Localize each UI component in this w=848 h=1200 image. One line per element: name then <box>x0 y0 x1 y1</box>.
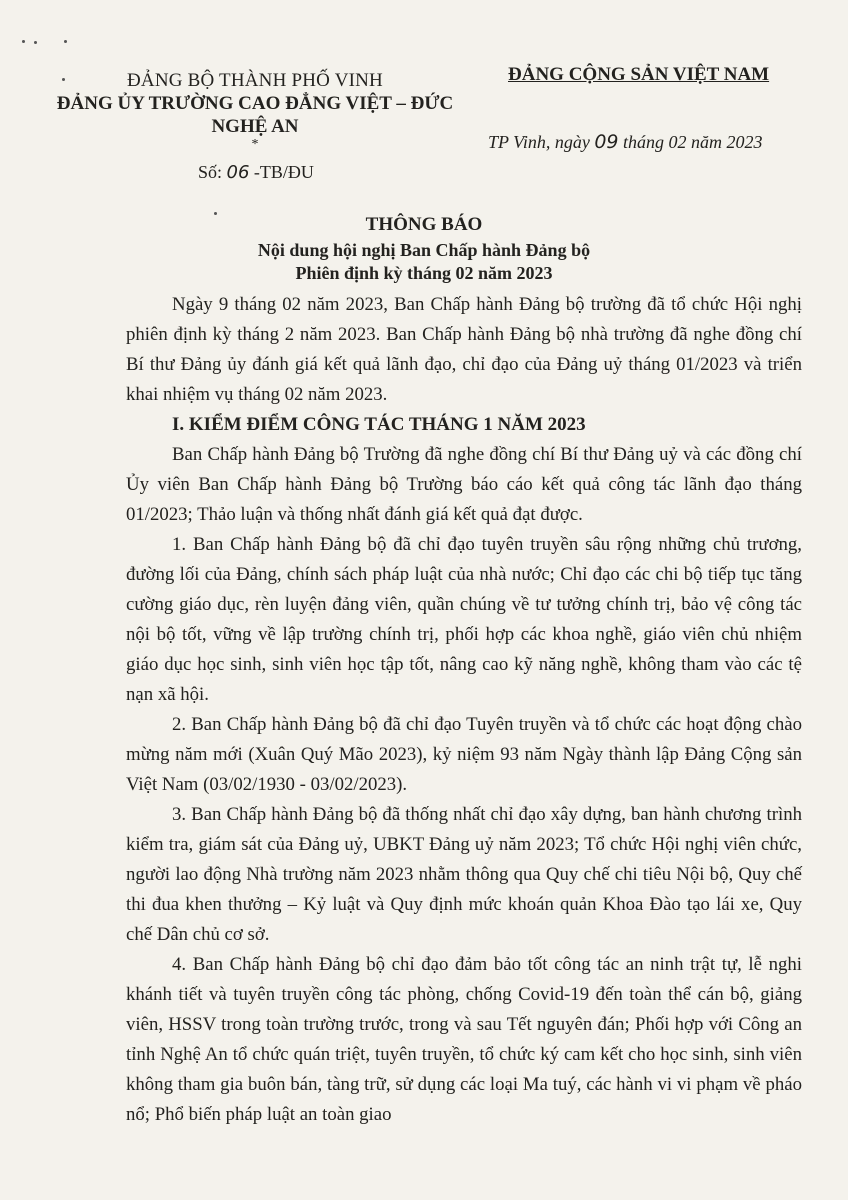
document-date <box>488 131 763 153</box>
intro-paragraph: Ngày 9 tháng 02 năm 2023, Ban Chấp hành Đảng bộ trường đã tổ chức Hội nghị phiên định kỳ tháng 2 năm 2023. Ban Chấp hành Đảng bộ nhà trường đã nghe đồng chí Bí thư Đảng ủy đánh giá kết quả lãnh đạo, chỉ đạo của Đảng uỷ tháng 01/2023 và triển khai nhiệm vụ tháng 02 năm 2023. <box>126 294 802 405</box>
scan-speck <box>62 78 65 81</box>
date-prefix: TP Vinh, ngày <box>488 132 590 152</box>
number-suffix: -TB/ĐU <box>253 162 314 182</box>
document-subtitle-2: Phiên định kỳ tháng 02 năm 2023 <box>295 263 553 283</box>
section-intro-paragraph: Ban Chấp hành Đảng bộ Trường đã nghe đồng chí Bí thư Đảng uỷ và các đồng chí Ủy viên Ban Chấp hành Đảng bộ Trường báo cáo kết quả công tác lãnh đạo tháng 01/2023; Thảo luận và thống nhất đánh giá kết quả đạt được. <box>126 444 802 525</box>
party-title: ĐẢNG CỘNG SẢN VIỆT NAM <box>508 64 770 85</box>
issuer-name: ĐẢNG ỦY TRƯỜNG CAO ĐẲNG VIỆT – ĐỨC <box>56 93 454 114</box>
document-body <box>126 290 802 1130</box>
issuer-block <box>40 70 470 150</box>
document-subtitle-1: Nội dung hội nghị Ban Chấp hành Đảng bộ <box>257 240 591 260</box>
issuer-parent: ĐẢNG BỘ THÀNH PHỐ VINH <box>127 70 383 91</box>
number-handwritten: 06 <box>226 162 250 183</box>
section-heading: I. KIỂM ĐIỂM CÔNG TÁC THÁNG 1 NĂM 2023 <box>172 414 586 435</box>
number-prefix: Số: <box>198 162 223 182</box>
item-paragraph-2: 2. Ban Chấp hành Đảng bộ đã chỉ đạo Tuyên truyền và tổ chức các hoạt động chào mừng năm mới (Xuân Quý Mão 2023), kỷ niệm 93 năm Ngày thành lập Đảng Cộng sản Việt Nam (03/02/1930 - 03/02/2023). <box>126 714 802 795</box>
issuer-star: * <box>251 137 259 152</box>
scan-speck <box>214 212 217 215</box>
item-paragraph-1: 1. Ban Chấp hành Đảng bộ đã chỉ đạo tuyên truyền sâu rộng những chủ trương, đường lối của Đảng, chính sách pháp luật của nhà nước; Chỉ đạo các chi bộ tiếp tục tăng cường giáo dục, rèn luyện đảng viên, quần chúng về tư tưởng chính trị, bảo vệ công tác nội bộ tốt, vững về lập trường chính trị, phối hợp các khoa nghề, giáo viên chủ nhiệm giáo dục học sinh, sinh viên học tập tốt, nâng cao kỹ năng nghề, không tham vào các tệ nạn xã hội. <box>126 534 802 705</box>
scan-speck <box>22 40 25 43</box>
item-paragraph-3: 3. Ban Chấp hành Đảng bộ đã thống nhất chỉ đạo xây dựng, ban hành chương trình kiểm tra, giám sát của Đảng uỷ, UBKT Đảng uỷ năm 2023; Tổ chức Hội nghị viên chức, người lao động Nhà trường năm 2023 nhằm thông qua Quy chế chi tiêu Nội bộ, Quy chế thi đua khen thưởng – Kỷ luật và Quy định mức khoán quản Khoa Đào tạo lái xe, Quy chế Dân chủ cơ sở. <box>126 804 802 945</box>
document-title: THÔNG BÁO <box>365 214 483 235</box>
date-handwritten: 09 <box>594 131 619 153</box>
scan-speck <box>64 40 67 43</box>
issuer-name-cont: NGHỆ AN <box>211 116 299 137</box>
scan-speck <box>34 41 37 44</box>
item-paragraph-4: 4. Ban Chấp hành Đảng bộ chỉ đạo đảm bảo tốt công tác an ninh trật tự, lễ nghi khánh tiết và tuyên truyền công tác phòng, chống Covid-19 đến toàn thể cán bộ, giảng viên, HSSV trong toàn trường trước, trong và sau Tết nguyên đán; Phối hợp với Công an tỉnh Nghệ An tổ chức quán triệt, tuyên truyền, tổ chức ký cam kết cho học sinh, sinh viên không tham gia buôn bán, tàng trữ, sử dụng các loại Ma tuý, các hành vi vi phạm về pháo nổ; Phổ biến pháp luật an toàn giao <box>126 954 802 1125</box>
document-number <box>198 162 314 183</box>
date-suffix: tháng 02 năm 2023 <box>623 132 763 152</box>
